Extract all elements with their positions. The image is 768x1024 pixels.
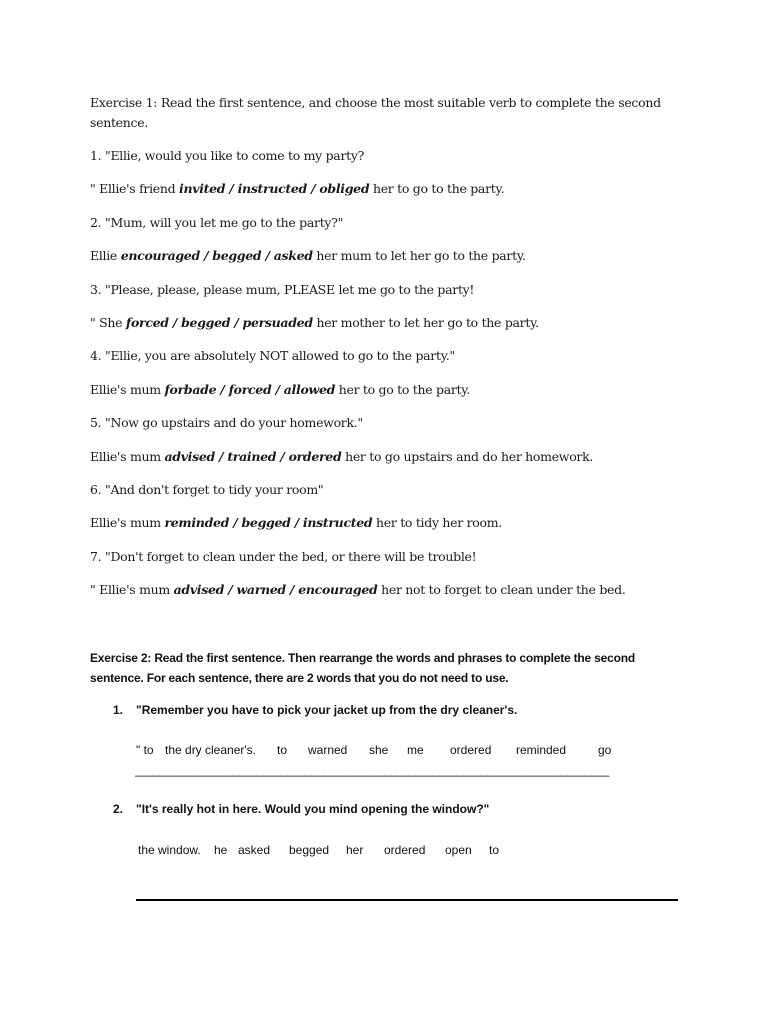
verb-options: reminded / begged / instructed: [164, 515, 373, 531]
verb-options: forced / begged / persuaded: [125, 314, 313, 330]
word-chip: warned: [308, 743, 348, 757]
item-quote: "It's really hot in here. Would you mind opening the window?": [136, 802, 490, 816]
exercise-1-line: [90, 146, 670, 179]
word-chip: to: [489, 843, 500, 857]
answer-line-2[interactable]: [136, 899, 678, 901]
exercise-1-line: [90, 413, 670, 446]
exercise-1-line: [90, 313, 670, 346]
exercise-2-instructions: [90, 648, 680, 688]
line-text: her mother to let her go to the party.: [312, 314, 539, 330]
exercise-1-line: [90, 513, 670, 546]
exercise-1-line: [90, 179, 670, 212]
exercise-1-line: [90, 346, 670, 379]
exercise-1-title-line-2: sentence.: [90, 115, 149, 130]
word-chip: she: [369, 743, 389, 757]
line-text: " She: [90, 314, 126, 330]
word-chip: me: [407, 743, 424, 757]
exercise-1: [90, 93, 670, 613]
line-text: Ellie's mum: [90, 448, 165, 464]
exercise-1-line: [90, 380, 670, 413]
exercise-1-line: [90, 480, 670, 513]
line-text: 7. "Don't forget to clean under the bed, or there will be trouble!: [90, 548, 477, 564]
line-text: her not to forget to clean under the bed.: [377, 582, 626, 598]
line-text: her mum to let her go to the party.: [312, 248, 526, 264]
line-text: her to go to the party.: [335, 381, 471, 397]
verb-options: advised / warned / encouraged: [173, 582, 378, 598]
line-text: 3. "Please, please, please mum, PLEASE let me go to the party!: [90, 281, 475, 297]
exercise-1-line: [90, 580, 670, 613]
word-chip: the dry cleaner's.: [165, 743, 257, 757]
line-text: her to go upstairs and do her homework.: [341, 448, 594, 464]
line-text: 5. "Now go upstairs and do your homework.": [90, 415, 363, 431]
line-text: 6. "And don't forget to tidy your room": [90, 481, 324, 497]
line-text: Ellie's mum: [90, 515, 165, 531]
exercise-2-title-line-1: Exercise 2: Read the first sentence. Then rearrange the words and phrases to complete the second: [90, 651, 635, 665]
line-text: 1. "Ellie, would you like to come to my party?: [90, 148, 365, 163]
exercise-1-line: [90, 246, 670, 279]
exercise-1-line: [90, 447, 670, 480]
word-chip: he: [214, 843, 228, 857]
word-chip: her: [346, 843, 364, 857]
answer-line-1[interactable]: ______________________________________________________________________________: [135, 763, 609, 777]
item-number: 1.: [113, 703, 124, 717]
exercise-1-line: [90, 213, 670, 246]
word-chip: begged: [289, 843, 330, 857]
exercise-2: [90, 648, 680, 688]
verb-options: invited / instructed / obliged: [179, 181, 370, 197]
line-text: " Ellie's friend: [90, 181, 179, 197]
word-chip: ordered: [384, 843, 426, 857]
exercise-1-instructions: [90, 93, 670, 133]
verb-options: forbade / forced / allowed: [164, 381, 336, 397]
exercise-1-line: [90, 547, 670, 580]
word-chip: ordered: [450, 743, 492, 757]
word-chip: asked: [238, 843, 271, 857]
line-text: Ellie: [90, 248, 121, 264]
word-chip: the window.: [138, 843, 201, 857]
line-text: her to tidy her room.: [372, 515, 502, 531]
word-chip: to: [277, 743, 288, 757]
verb-options: encouraged / begged / asked: [120, 248, 313, 264]
item-quote: "Remember you have to pick your jacket up from the dry cleaner's.: [136, 703, 518, 717]
line-text: 2. "Mum, will you let me go to the party?": [90, 214, 344, 230]
word-chip: go: [598, 743, 612, 757]
verb-options: advised / trained / ordered: [164, 448, 342, 464]
word-chip: " to: [136, 743, 154, 757]
item-number: 2.: [113, 802, 124, 816]
exercise-2-title-line-2: sentence. For each sentence, there are 2 words that you do not need to use.: [90, 671, 509, 685]
exercise-1-title-line-1: Exercise 1: Read the first sentence, and choose the most suitable verb to complete the second: [90, 95, 661, 110]
line-text: 4. "Ellie, you are absolutely NOT allowed to go to the party.": [90, 348, 455, 364]
exercise-1-line: [90, 280, 670, 313]
line-text: " Ellie's mum: [90, 582, 174, 598]
line-text: Ellie's mum: [90, 381, 165, 397]
word-chip: open: [445, 843, 472, 857]
line-text: her to go to the party.: [369, 181, 505, 197]
word-chip: reminded: [516, 743, 567, 757]
